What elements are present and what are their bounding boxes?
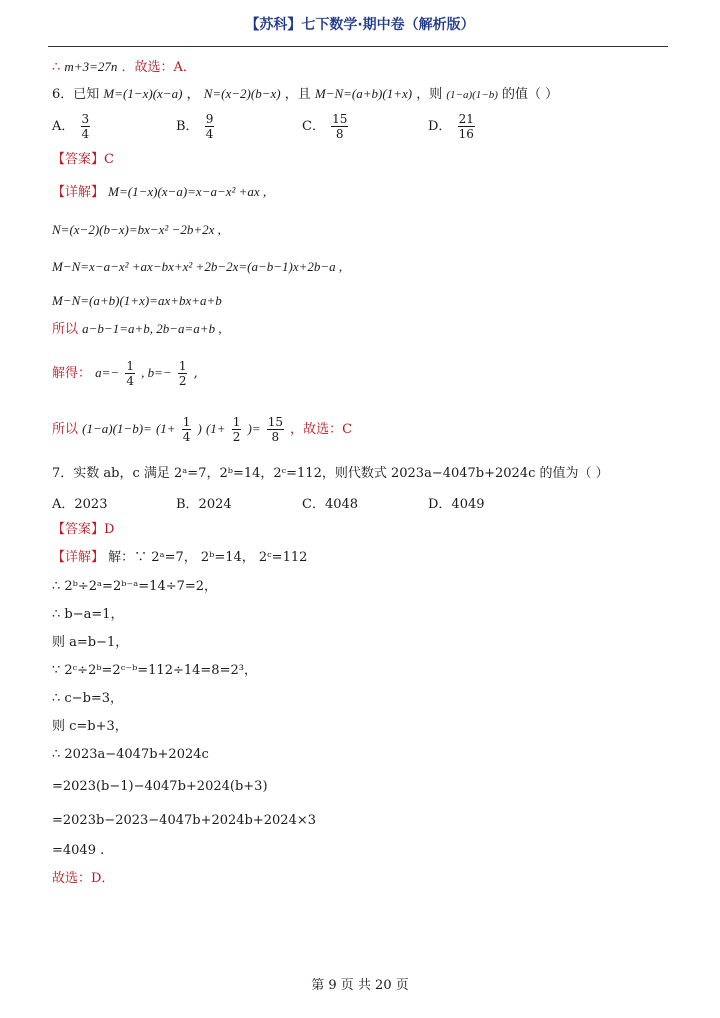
q7-step: ∴ c−b=3， [52, 691, 124, 706]
solve-a-fraction [125, 359, 135, 388]
therefore-symbol: ∴ [52, 60, 61, 75]
solve-a: a=− [95, 365, 120, 380]
final-fraction-1 [182, 415, 192, 444]
q6-detail-4: M−N=(a+b)(1+x)=ax+bx+a+b [52, 293, 222, 308]
q6-option-c [302, 112, 350, 141]
q7-step: ∵ 2ᶜ÷2ᵇ=2ᶜ⁻ᵇ=112÷14=8=2³， [52, 663, 257, 678]
q6-target-expression: (1−a)(1−b) [446, 89, 498, 101]
final-expression: (1−a)(1−b)= [82, 421, 152, 436]
q7-step: ∴ 2023a−4047b+2024c [52, 747, 209, 762]
q6-condition: M−N=(a+b)(1+x) [314, 86, 413, 101]
option-letter: A． [52, 119, 75, 134]
fraction-denominator: 4 [81, 127, 90, 141]
q6-final [52, 412, 352, 447]
q7-choose: 故选：D． [52, 871, 115, 886]
solve-label: 解得： [52, 366, 92, 381]
q7-step: ∴ 2ᵇ÷2ᵃ=2ᵇ⁻ᵃ=14÷7=2， [52, 579, 218, 594]
so-label: 所以 [52, 322, 79, 337]
fraction-numerator: 1 [126, 359, 134, 373]
prev-conclusion [52, 58, 196, 77]
detail-label: 【详解】 [52, 185, 105, 200]
q6-n-definition: N=(x−2)(b−x) [203, 86, 281, 101]
fraction-denominator: 4 [205, 127, 214, 141]
q7-option-d: D．4049 [428, 497, 485, 512]
q7-option-a: A．2023 [52, 497, 108, 512]
prev-expression: m+3=27n [64, 59, 118, 74]
q6-answer: 【答案】C [52, 152, 114, 167]
final-choose: ，故选：C [290, 422, 353, 437]
final-label: 所以 [52, 422, 79, 437]
fraction-numerator: 1 [232, 415, 241, 429]
option-letter: D． [428, 119, 452, 134]
q6-detail-2: N=(x−2)(b−x)=bx−x² −2b+2x , [52, 222, 221, 237]
q6-so-1 [52, 320, 222, 339]
final-close-1: ) [197, 421, 202, 436]
option-fraction [81, 112, 91, 141]
detail-label: 【详解】 [52, 550, 105, 565]
q6-m-definition: M=(1−x)(x−a) [103, 86, 183, 101]
detail-intro: 解：∵ 2ᵃ=7， 2ᵇ=14， 2ᶜ=112 [108, 550, 308, 565]
q6-sep3: ，则 [416, 87, 443, 102]
final-close-2: )= [247, 421, 261, 436]
q6-solve [52, 356, 198, 391]
fraction-denominator: 2 [178, 374, 187, 388]
fraction-denominator: 8 [271, 430, 280, 444]
question-7-stem: 7．实数 ab，c 满足 2ᵃ=7，2ᵇ=14，2ᶜ=112，则代数式 2023a−4047b+2024c 的值为（ ） [52, 466, 609, 481]
option-letter: C． [302, 119, 325, 134]
fraction-denominator: 8 [335, 127, 344, 141]
q6-sep1: ， [186, 87, 200, 102]
fraction-numerator: 1 [178, 359, 187, 373]
q6-prefix: 6．已知 [52, 87, 100, 102]
q6-sep2: ，且 [284, 87, 311, 102]
fraction-numerator: 9 [205, 112, 214, 126]
q7-answer: 【答案】D [52, 522, 115, 537]
q7-option-b: B．2024 [176, 497, 232, 512]
header-divider [48, 46, 668, 47]
q7-option-c: C．4048 [302, 497, 359, 512]
final-fraction-2 [232, 415, 242, 444]
fraction-denominator: 4 [182, 430, 191, 444]
prev-choose: ．故选：A． [121, 60, 196, 75]
solve-b-fraction [178, 359, 188, 388]
final-open-2: (1+ [205, 421, 226, 436]
q6-detail-1 [52, 183, 266, 202]
q6-detail-3: M−N=x−a−x² +ax−bx+x² +2b−2x=(a−b−1)x+2b−a , [52, 259, 343, 274]
option-letter: B． [176, 119, 199, 134]
q7-step: 则 a=b−1， [52, 635, 129, 650]
q6-option-d [428, 112, 477, 141]
page-number-footer: 第 9 页 共 20 页 [311, 978, 409, 993]
fraction-denominator: 2 [232, 430, 241, 444]
option-fraction [458, 112, 475, 141]
question-6-stem [52, 85, 558, 104]
q7-step: ∴ b−a=1， [52, 607, 124, 622]
fraction-numerator: 1 [182, 415, 191, 429]
final-result-fraction [267, 415, 284, 444]
option-fraction [205, 112, 215, 141]
solve-b: , b=− [141, 365, 172, 380]
q7-step: 则 c=b+3， [52, 719, 128, 734]
document-header-title: 【苏科】七下数学·期中卷（解析版） [245, 17, 475, 33]
q6-tail: 的值（ ） [502, 87, 559, 102]
so-expression: a−b−1=a+b, 2b−a=a+b , [82, 321, 222, 336]
final-open-1: (1+ [155, 421, 176, 436]
q6-option-b [176, 112, 216, 141]
fraction-numerator: 3 [81, 112, 90, 126]
q7-detail-intro [52, 549, 307, 567]
q6-option-a [52, 112, 92, 141]
q7-step: =2023b−2023−4047b+2024b+2024×3 [52, 813, 317, 828]
option-fraction [331, 112, 348, 141]
fraction-numerator: 21 [458, 112, 474, 126]
fraction-denominator: 16 [458, 127, 474, 141]
q7-step: =2023(b−1)−4047b+2024(b+3) [52, 779, 268, 794]
solve-end: , [193, 366, 198, 381]
fraction-numerator: 15 [332, 112, 348, 126]
fraction-denominator: 4 [126, 374, 134, 388]
fraction-numerator: 15 [267, 415, 284, 429]
q7-step: =4049 . [52, 843, 105, 858]
detail-expression: M=(1−x)(x−a)=x−a−x² +ax , [108, 184, 267, 199]
